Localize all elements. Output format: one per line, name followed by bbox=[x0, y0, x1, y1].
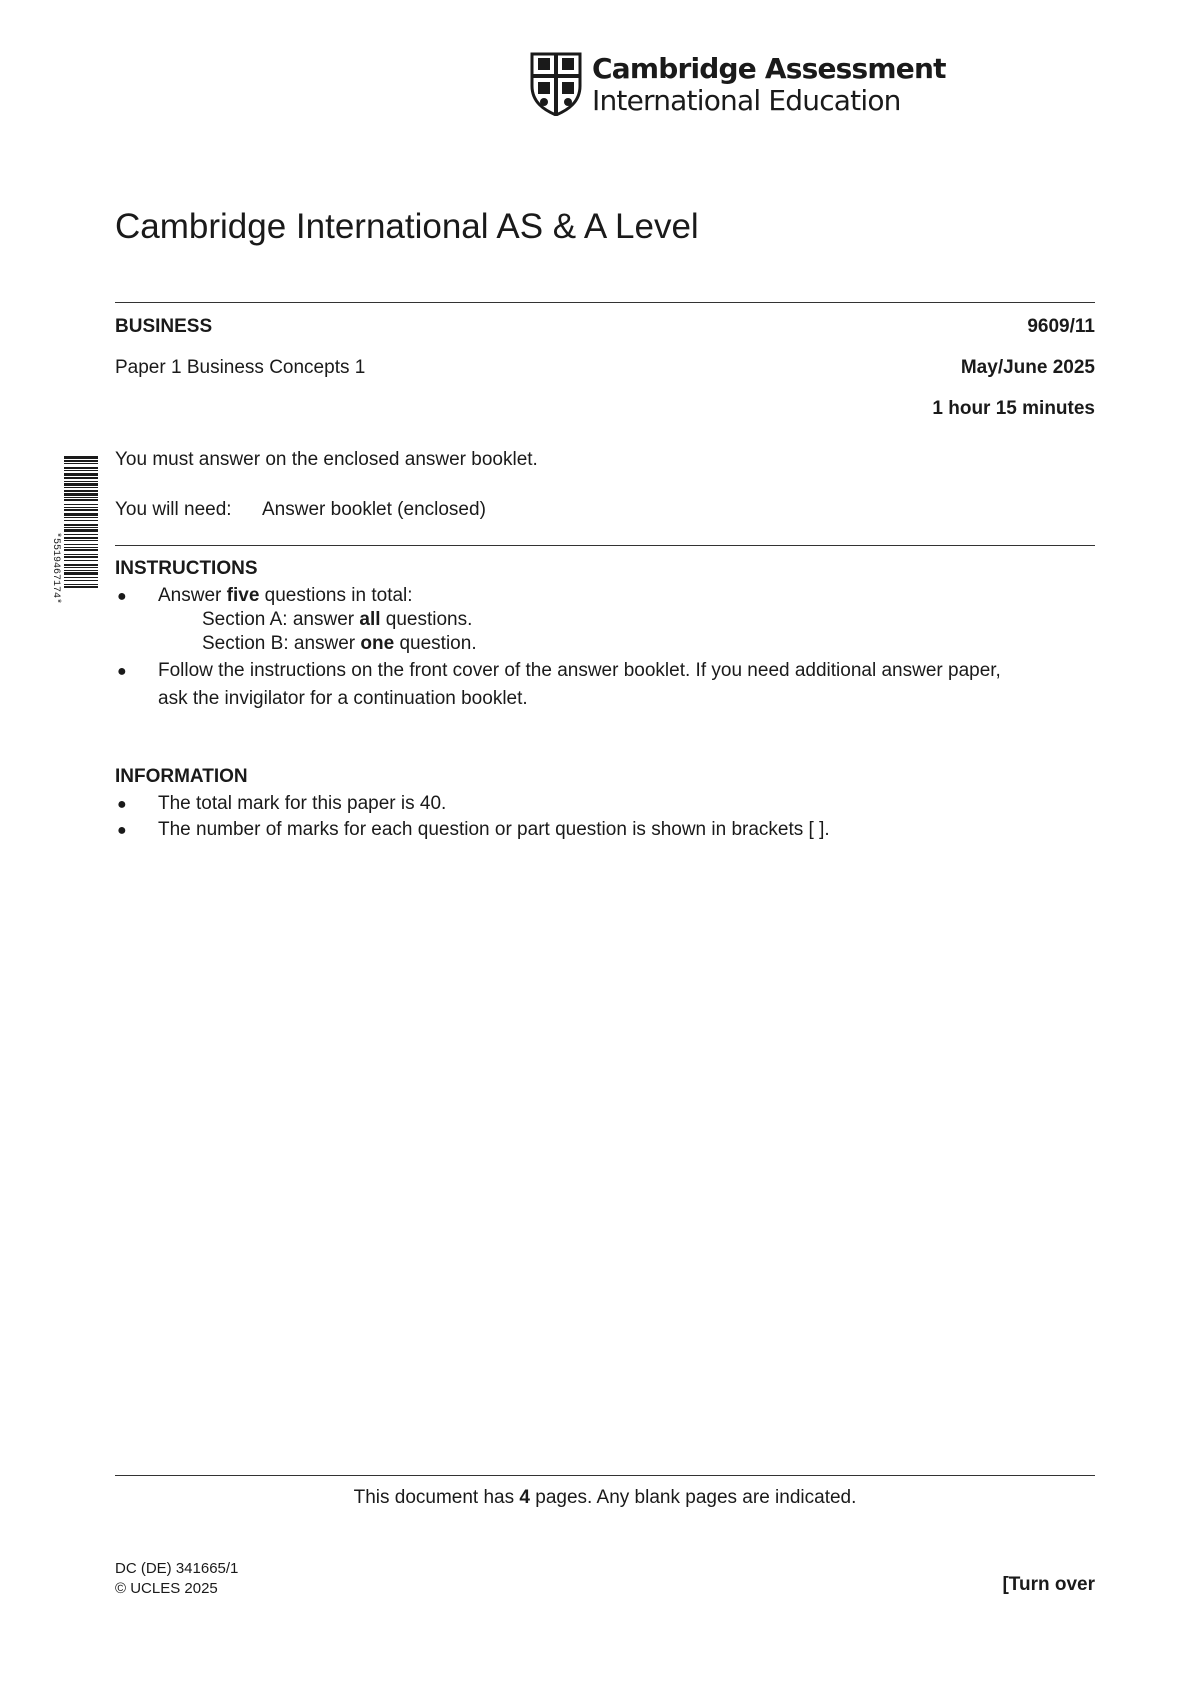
footer-divider bbox=[115, 1475, 1095, 1476]
copyright-notice: © UCLES 2025 bbox=[115, 1580, 218, 1597]
materials-label: You will need: bbox=[115, 499, 232, 520]
turn-over-label: [Turn over bbox=[1002, 1574, 1095, 1595]
paper-code: 9609/11 bbox=[1027, 316, 1095, 337]
barcode-bar bbox=[64, 586, 98, 588]
barcode-bar bbox=[64, 507, 98, 508]
barcode-bar bbox=[64, 467, 98, 469]
barcode-bar bbox=[64, 570, 98, 571]
qualification-title: Cambridge International AS & A Level bbox=[115, 207, 699, 246]
barcode-bar bbox=[64, 580, 98, 581]
subject-name: BUSINESS bbox=[115, 316, 213, 337]
barcode-bar bbox=[64, 517, 98, 518]
barcode-bar bbox=[64, 547, 98, 548]
barcode-bar bbox=[64, 534, 98, 535]
barcode-bar bbox=[64, 497, 98, 498]
page-count-note: This document has 4 pages. Any blank pages are indicated. bbox=[353, 1487, 857, 1508]
barcode-bar bbox=[64, 509, 98, 511]
bullet-icon: ● bbox=[117, 588, 127, 605]
section-a-instruction: Section A: answer all questions. bbox=[202, 609, 473, 630]
materials-value: Answer booklet (enclosed) bbox=[262, 499, 486, 520]
barcode-bar bbox=[64, 529, 98, 532]
candidate-barcode bbox=[46, 452, 100, 684]
cambridge-crest-icon bbox=[530, 52, 582, 116]
barcode-bar bbox=[64, 490, 98, 492]
barcode-bar bbox=[64, 577, 98, 578]
bullet-icon: ● bbox=[117, 796, 127, 813]
information-item: The number of marks for each question or part question is shown in brackets [ ]. bbox=[158, 819, 830, 840]
barcode-bar bbox=[64, 560, 98, 561]
instructions-divider bbox=[115, 545, 1095, 546]
exam-series: May/June 2025 bbox=[960, 357, 1095, 378]
bullet-icon: ● bbox=[117, 663, 127, 680]
instruction-item: Follow the instructions on the front cover of the answer booklet. If you need additional answer paper, bbox=[158, 660, 1001, 681]
answer-instruction: You must answer on the enclosed answer booklet. bbox=[115, 449, 538, 470]
barcode-bar bbox=[64, 527, 98, 528]
paper-title: Paper 1 Business Concepts 1 bbox=[115, 357, 366, 378]
instruction-item-continuation: ask the invigilator for a continuation booklet. bbox=[158, 688, 528, 709]
barcode-bar bbox=[64, 470, 98, 471]
document-code: DC (DE) 341665/1 bbox=[115, 1560, 239, 1577]
section-b-instruction: Section B: answer one question. bbox=[202, 633, 477, 654]
barcode-bar bbox=[64, 544, 98, 545]
barcode-bar bbox=[64, 499, 98, 501]
barcode-bar bbox=[64, 504, 98, 505]
bullet-icon: ● bbox=[117, 822, 127, 839]
barcode-bar bbox=[64, 537, 98, 539]
barcode-bar bbox=[64, 477, 98, 479]
cambridge-logo bbox=[530, 52, 946, 122]
barcode-bar bbox=[64, 473, 98, 476]
barcode-bar bbox=[64, 549, 98, 551]
barcode-bar bbox=[64, 556, 98, 558]
barcode-bar bbox=[64, 513, 98, 516]
header-divider bbox=[115, 302, 1095, 303]
barcode-bar bbox=[64, 572, 98, 575]
information-item: The total mark for this paper is 40. bbox=[158, 793, 447, 814]
barcode-bar bbox=[64, 584, 98, 585]
instruction-item: Answer five questions in total: bbox=[158, 585, 413, 606]
barcode-bar bbox=[64, 456, 98, 459]
barcode-digits: *5519467174* bbox=[50, 531, 61, 605]
barcode-bar bbox=[64, 524, 98, 526]
barcode-bar bbox=[64, 483, 98, 486]
barcode-bar bbox=[64, 460, 98, 462]
barcode-bar bbox=[64, 463, 98, 464]
barcode-bar bbox=[64, 481, 98, 482]
logo-wordmark-line2: International Education bbox=[592, 84, 901, 117]
information-heading: INFORMATION bbox=[115, 766, 248, 787]
barcode-bar bbox=[64, 554, 98, 555]
barcode-bar bbox=[64, 564, 98, 566]
barcode-bar bbox=[64, 520, 98, 521]
barcode-bar bbox=[64, 540, 98, 541]
barcode-bar bbox=[64, 487, 98, 488]
barcode-bar bbox=[64, 567, 98, 568]
barcode-bar bbox=[64, 493, 98, 496]
logo-wordmark-line1: Cambridge Assessment bbox=[592, 52, 946, 85]
instructions-heading: INSTRUCTIONS bbox=[115, 558, 258, 579]
exam-duration: 1 hour 15 minutes bbox=[932, 398, 1095, 419]
